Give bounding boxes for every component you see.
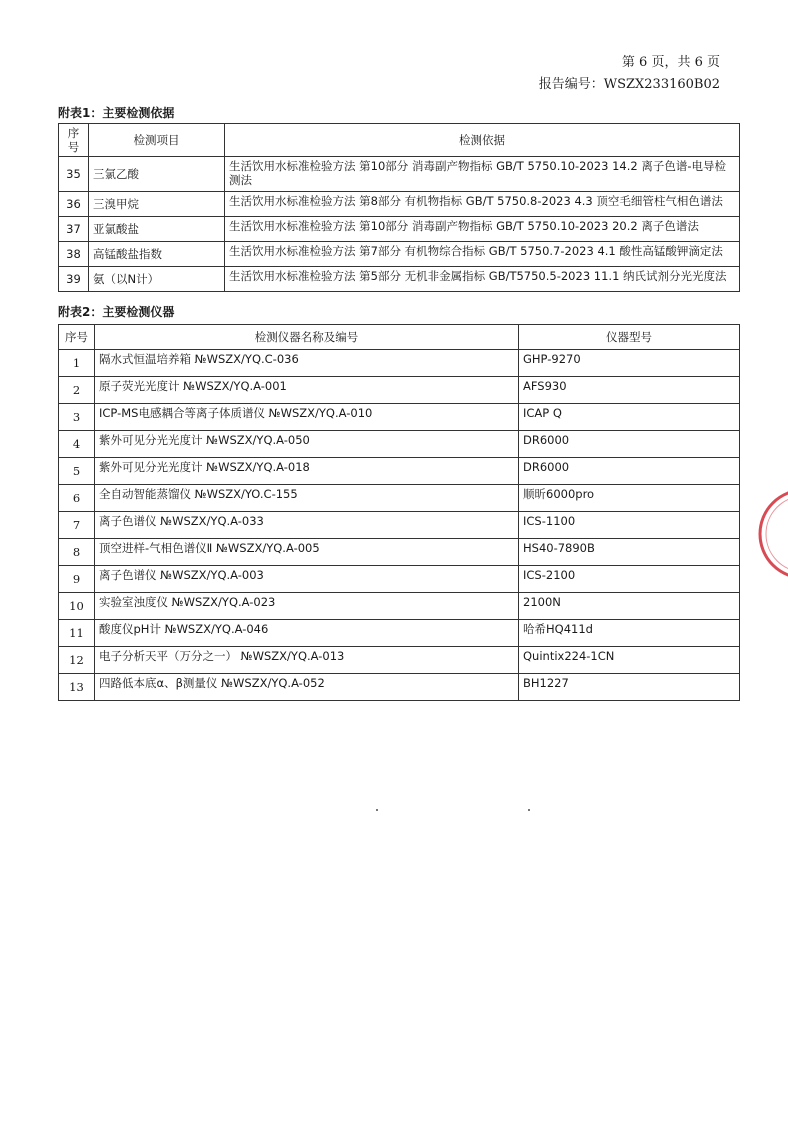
table-row xyxy=(59,512,740,539)
table-row xyxy=(59,217,740,242)
row-basis: 生活饮用水标准检验方法 第8部分 有机物指标 GB/T 5750.8-2023 4.3 顶空毛细管柱气相色谱法 xyxy=(225,192,740,217)
table-row xyxy=(59,242,740,267)
table-row xyxy=(59,620,740,647)
report-number: 报告编号：WSZX233160B02 xyxy=(538,77,720,92)
table-row xyxy=(59,674,740,701)
table-row xyxy=(59,539,740,566)
table-row xyxy=(59,350,740,377)
row-no: 7 xyxy=(59,512,95,539)
row-instrument: 顶空进样-气相色谱仪Ⅱ №WSZX/YQ.A-005 xyxy=(95,539,519,566)
row-no: 37 xyxy=(59,217,89,242)
row-no: 36 xyxy=(59,192,89,217)
testing-basis-table xyxy=(58,123,740,292)
row-no: 38 xyxy=(59,242,89,267)
row-no: 13 xyxy=(59,674,95,701)
row-instrument: 隔水式恒温培养箱 №WSZX/YQ.C-036 xyxy=(95,350,519,377)
row-model: 顺昕6000pro xyxy=(519,485,740,512)
row-no: 9 xyxy=(59,566,95,593)
row-instrument: 电子分析天平（万分之一） №WSZX/YQ.A-013 xyxy=(95,647,519,674)
row-model: DR6000 xyxy=(519,431,740,458)
row-item: 亚氯酸盐 xyxy=(89,217,225,242)
row-no: 10 xyxy=(59,593,95,620)
table-header-row xyxy=(59,124,740,157)
row-no: 12 xyxy=(59,647,95,674)
col-header-name: 检测仪器名称及编号 xyxy=(95,325,519,350)
row-basis: 生活饮用水标准检验方法 第10部分 消毒副产物指标 GB/T 5750.10-2023 14.2 离子色谱-电导检测法 xyxy=(225,157,740,192)
col-header-no: 序号 xyxy=(59,325,95,350)
row-no: 1 xyxy=(59,350,95,377)
row-model: AFS930 xyxy=(519,377,740,404)
row-no: 8 xyxy=(59,539,95,566)
row-model: ICAP Q xyxy=(519,404,740,431)
table-row xyxy=(59,485,740,512)
row-instrument: 紫外可见分光光度计 №WSZX/YQ.A-018 xyxy=(95,458,519,485)
table-row xyxy=(59,377,740,404)
table-row xyxy=(59,404,740,431)
col-header-no: 序号 xyxy=(59,124,89,157)
row-no: 11 xyxy=(59,620,95,647)
official-seal xyxy=(740,486,788,582)
row-model: DR6000 xyxy=(519,458,740,485)
row-model: 2100N xyxy=(519,593,740,620)
row-basis: 生活饮用水标准检验方法 第10部分 消毒副产物指标 GB/T 5750.10-2023 20.2 离子色谱法 xyxy=(225,217,740,242)
row-instrument: 离子色谱仪 №WSZX/YQ.A-033 xyxy=(95,512,519,539)
row-basis: 生活饮用水标准检验方法 第7部分 有机物综合指标 GB/T 5750.7-2023 4.1 酸性高锰酸钾滴定法 xyxy=(225,242,740,267)
row-no: 39 xyxy=(59,267,89,292)
row-item: 三溴甲烷 xyxy=(89,192,225,217)
page-header xyxy=(539,52,720,96)
row-instrument: 酸度仪pH计 №WSZX/YQ.A-046 xyxy=(95,620,519,647)
table-row xyxy=(59,566,740,593)
col-header-item: 检测项目 xyxy=(89,124,225,157)
row-model: 哈希HQ411d xyxy=(519,620,740,647)
row-instrument: 四路低本底α、β测量仪 №WSZX/YQ.A-052 xyxy=(95,674,519,701)
scan-speck xyxy=(376,809,378,811)
page-info: 第 6 页，共 6 页 xyxy=(621,55,720,70)
row-basis: 生活饮用水标准检验方法 第5部分 无机非金属指标 GB/T5750.5-2023 11.1 纳氏试剂分光光度法 xyxy=(225,267,740,292)
row-instrument: 实验室浊度仪 №WSZX/YQ.A-023 xyxy=(95,593,519,620)
instrument-table xyxy=(58,324,740,701)
scan-speck xyxy=(528,809,530,811)
row-instrument: 原子荧光光度计 №WSZX/YQ.A-001 xyxy=(95,377,519,404)
row-no: 5 xyxy=(59,458,95,485)
row-model: ICS-2100 xyxy=(519,566,740,593)
row-model: HS40-7890B xyxy=(519,539,740,566)
row-model: GHP-9270 xyxy=(519,350,740,377)
table-row xyxy=(59,647,740,674)
row-instrument: 紫外可见分光光度计 №WSZX/YQ.A-050 xyxy=(95,431,519,458)
table-header-row xyxy=(59,325,740,350)
table-row xyxy=(59,593,740,620)
table-row xyxy=(59,192,740,217)
seal-graphic xyxy=(740,486,788,582)
row-model: ICS-1100 xyxy=(519,512,740,539)
row-instrument: 全自动智能蒸馏仪 №WSZX/YO.C-155 xyxy=(95,485,519,512)
row-item: 氨（以N计） xyxy=(89,267,225,292)
col-header-basis: 检测依据 xyxy=(225,124,740,157)
row-instrument: 离子色谱仪 №WSZX/YQ.A-003 xyxy=(95,566,519,593)
row-item: 高锰酸盐指数 xyxy=(89,242,225,267)
row-no: 35 xyxy=(59,157,89,192)
row-no: 6 xyxy=(59,485,95,512)
row-model: Quintix224-1CN xyxy=(519,647,740,674)
section1-title: 附表1：主要检测依据 xyxy=(58,106,175,120)
col-header-model: 仪器型号 xyxy=(519,325,740,350)
table-row xyxy=(59,458,740,485)
row-no: 3 xyxy=(59,404,95,431)
row-item: 三氯乙酸 xyxy=(89,157,225,192)
row-no: 2 xyxy=(59,377,95,404)
table-row xyxy=(59,267,740,292)
table-row xyxy=(59,157,740,192)
section2-title: 附表2：主要检测仪器 xyxy=(58,305,175,319)
table-row xyxy=(59,431,740,458)
row-model: BH1227 xyxy=(519,674,740,701)
row-no: 4 xyxy=(59,431,95,458)
row-instrument: ICP-MS电感耦合等离子体质谱仪 №WSZX/YQ.A-010 xyxy=(95,404,519,431)
